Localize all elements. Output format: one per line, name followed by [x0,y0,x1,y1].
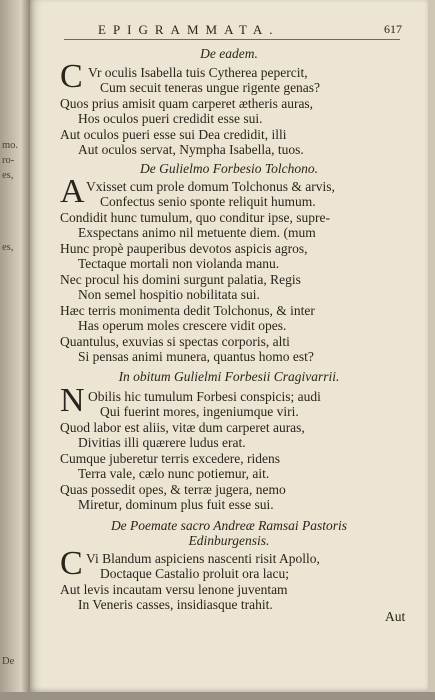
poem-line: Terra vale, cælo nunc potiemur, ait. [78,466,270,481]
poem-line: Hos oculos pueri credidit esse sui. [78,111,263,126]
margin-fragment: es, [2,242,14,253]
page-number: 617 [384,22,402,36]
poem-line: Quantulus, exuvias si spectas corporis, alti [60,334,290,349]
poem-title: In obitum Gulielmi Forbesii Cragivarrii. [118,369,340,384]
poem-line: Has operum moles crescere vidit opes. [78,318,287,333]
poem-line: Divitias illi quærere ludus erat. [78,435,246,450]
poem-line: Cum secuit teneras ungue rigente genas? [100,80,321,95]
drop-cap: C [60,58,83,95]
margin-fragment: De [2,656,15,667]
poem-line: Aut oculos pueri esse sui Dea credidit, illi [60,127,287,142]
book-page [30,0,428,692]
poem-line: Obilis hic tumulum Forbesi conspicis; audi [88,389,321,404]
poem-line: Quas possedit opes, & terræ jugera, nemo [60,482,286,497]
running-head: EPIGRAMMATA. [98,22,280,37]
poem-line: Nec procul his domini surgunt palatia, Regis [60,272,301,287]
poem-line: Confectus senio sponte reliquit humum. [100,194,316,209]
facing-page-edge [0,0,30,700]
poem-line: Vi Blandum aspiciens nascenti risit Apollo, [86,551,320,566]
poem-line: Hæc terris monimenta dedit Tolchonus, & inter [60,303,315,318]
margin-fragment: ro- [2,155,15,166]
poem-line: Aut oculos servat, Nympha Isabella, tuos. [78,142,304,157]
poem-line: Hunc propè pauperibus devotos aspicis agros, [60,241,308,256]
poem-line: Aut levis incautam versu lenone juventam [60,582,288,597]
poem-line: Vr oculis Isabella tuis Cytherea pepercit, [88,65,308,80]
poem-title: De eadem. [200,46,258,61]
poem-line: Non semel hospitio nobilitata sui. [78,287,260,302]
poem-line: Miretur, dominum plus fuit esse sui. [78,497,274,512]
drop-cap: A [60,173,85,210]
poem-title: De Gulielmo Forbesio Tolchono. [140,161,318,176]
margin-fragment: es, [2,170,14,181]
poem-line: Vxisset cum prole domum Tolchonus & arvis, [86,179,335,194]
page-fore-edge [428,0,435,700]
header-rule [64,39,400,40]
poem-title-continued: Edinburgensis. [188,533,270,548]
poem-line: Si pensas animi munera, quantus homo est? [78,349,314,364]
drop-cap: N [60,382,85,419]
catchword: Aut [385,609,406,624]
poem-line: Qui fuerint mores, ingeniumque viri. [100,404,299,419]
page-bottom-edge [0,692,435,700]
poem-line: Tectaque mortali non violanda manu. [78,256,280,271]
poem-line: Exspectans animo nil metuente diem. (mum [78,225,316,240]
page-header [30,22,428,40]
poem-line: Quos prius amisit quam carperet ætheris auras, [60,96,314,111]
poem-title: De Poemate sacro Andreæ Ramsai Pastoris [110,518,348,533]
drop-cap: C [60,545,83,582]
margin-fragment: mo. [2,140,19,151]
poem-line: Condidit hunc tumulum, quo conditur ipse, supre- [60,210,330,225]
poem-line: Cumque juberetur terris excedere, ridens [60,451,281,466]
poem-line: Doctaque Castalio proluit ora lacu; [100,566,289,581]
poem-line: In Veneris casses, insidiasque trahit. [78,597,273,612]
poem-line: Quod labor est aliis, vitæ dum carperet auras, [60,420,305,435]
